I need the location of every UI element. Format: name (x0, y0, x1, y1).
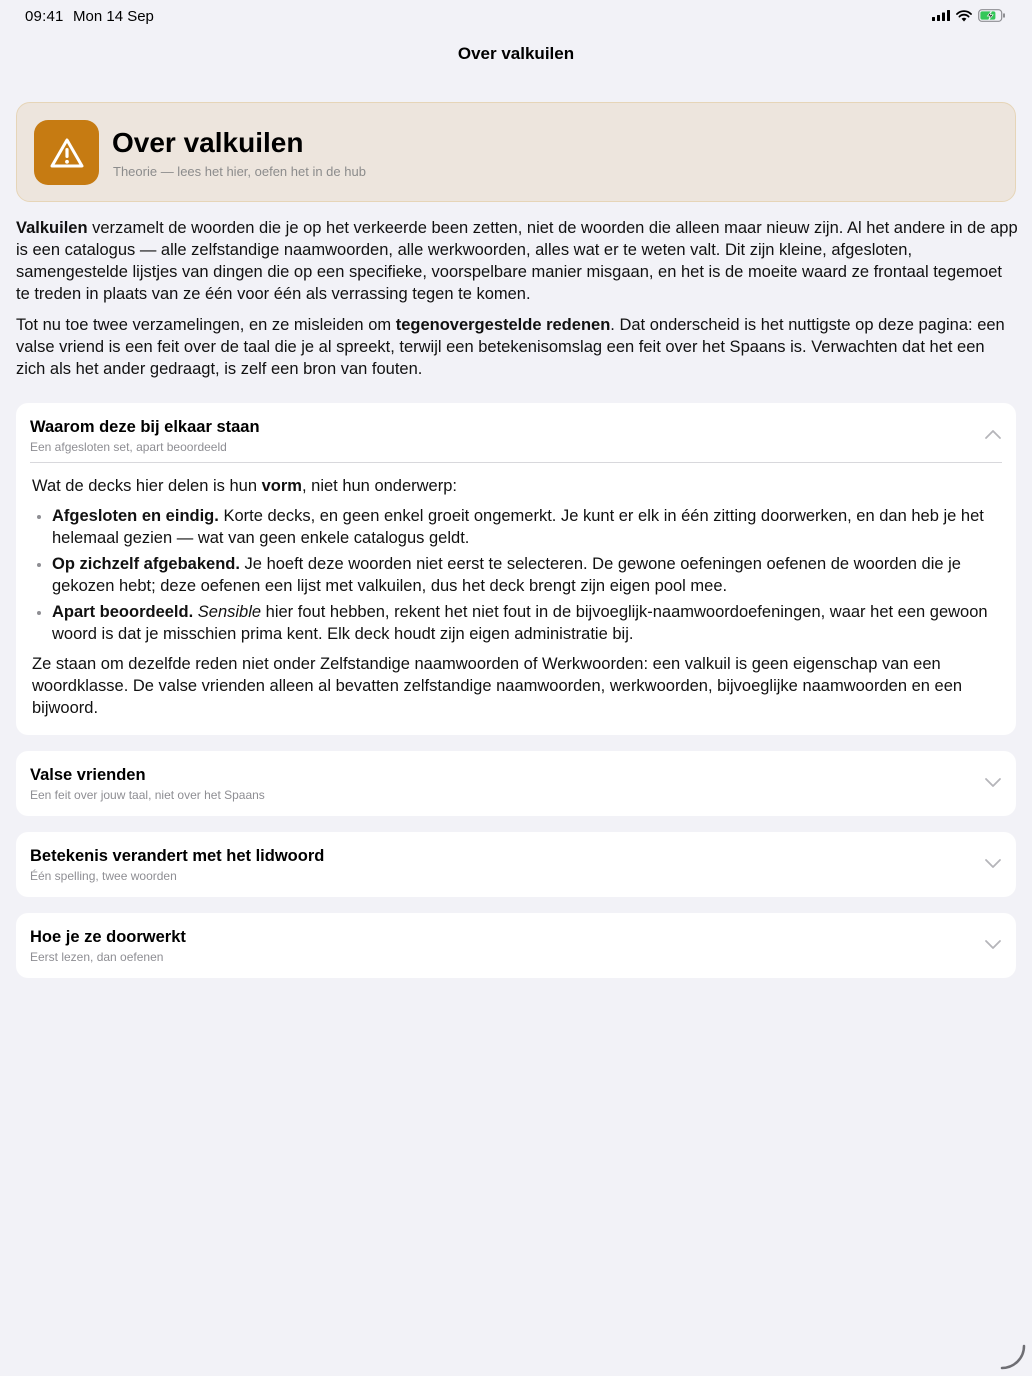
status-icons (932, 9, 1006, 22)
battery-charging-icon (978, 9, 1006, 22)
nav-title: Over valkuilen (457, 44, 575, 63)
section-body (32, 475, 1002, 727)
bullet-text: Korte decks, en geen enkel groeit ongemerkt. Je kunt er elk in één zitting doorwerken, en dan heb je het helemaal gezien — wat van geen enkele catalogus geldt. (52, 507, 984, 547)
intro-paragraph-1 (16, 217, 1018, 305)
cellular-signal-icon (932, 10, 950, 21)
intro-term: Valkuilen (16, 219, 88, 237)
intro-p2-bold: tegenovergestelde redenen (395, 316, 611, 334)
chevron-up-icon[interactable] (984, 429, 1002, 440)
bullet-item (32, 553, 1002, 597)
section-card-why-together (16, 403, 1016, 735)
section-subtitle: Een feit over jouw taal, niet over het Spaans (30, 788, 265, 802)
bullet-italic-word: Sensible (193, 603, 262, 621)
chevron-down-icon[interactable] (984, 939, 1002, 950)
intro-paragraph-2 (16, 314, 1018, 380)
section-title: Valse vrienden (30, 766, 146, 784)
hero-card (16, 102, 1016, 202)
bullet-term: Afgesloten en eindig. (52, 507, 219, 525)
status-bar (0, 0, 1032, 34)
bullet-text: Je hoeft deze woorden niet eerst te selecteren. De gewone oefeningen oefenen de woorden die je gekozen hebt; deze oefenen een lijst met valkuilen, dus het deck brengt zijn eigen pool mee. (52, 555, 961, 595)
hero-title: Over valkuilen (112, 127, 304, 158)
intro-p1-text: verzamelt de woorden die je op het verkeerde been zetten, niet de woorden die alleen maar nieuw zijn. Al het andere in de app is een catalogus — alle zelfstandige naamwoorden, alle werkwoorden, alles wat er te weten valt. Dit zijn kleine, afgesloten, samengestelde lijstjes van dingen die op een specifieke, voorspelbare manier misgaan, en het is de moeite waard ze frontaal tegemoet te treden in plaats van ze één voor één als verrassing tegen te komen. (16, 219, 1018, 303)
lead-start: Wat de decks hier delen is hun (32, 477, 262, 495)
intro-p2-rest: . Dat onderscheid is het nuttigste op deze pagina: een valse vriend is een feit over de taal die je al spreekt, terwijl een betekenisomslag een feit over het Spaans is. Verwachten dat het een zich als het ander gedraagt, is zelf een bron van fouten. (16, 316, 1005, 378)
wifi-icon (956, 10, 972, 22)
chevron-down-icon[interactable] (984, 858, 1002, 869)
section-card-article-meaning[interactable] (16, 832, 1016, 897)
bullet-term: Apart beoordeeld. (52, 603, 194, 621)
lead-rest: , niet hun onderwerp: (301, 477, 457, 495)
bullet-term: Op zichzelf afgebakend. (52, 555, 240, 573)
hero-icon-badge (34, 120, 99, 185)
section-subtitle: Een afgesloten set, apart beoordeeld (30, 440, 227, 454)
section-divider (30, 462, 1002, 463)
chevron-down-icon[interactable] (984, 777, 1002, 788)
lead-bold: vorm (261, 477, 302, 495)
intro-p2-start: Tot nu toe twee verzamelingen, en ze misleiden om (16, 316, 396, 334)
status-time: 09:41 (25, 8, 64, 25)
status-date: Mon 14 Sep (73, 8, 154, 25)
section-subtitle: Één spelling, twee woorden (30, 869, 177, 883)
section-subtitle: Eerst lezen, dan oefenen (30, 950, 164, 964)
section-closing: Ze staan om dezelfde reden niet onder Zelfstandige naamwoorden of Werkwoorden: een valkuil is geen eigenschap van een woordklasse. De valse vrienden alleen al bevatten zelfstandige naamwoorden, werkwoorden, bijvoeglijke naamwoorden en een bijwoord. (32, 655, 963, 717)
section-title[interactable]: Waarom deze bij elkaar staan (30, 418, 260, 436)
warning-triangle-icon (49, 137, 85, 169)
section-card-how-to-work[interactable] (16, 913, 1016, 978)
section-title: Hoe je ze doorwerkt (30, 928, 186, 946)
bullet-item (32, 601, 1002, 645)
section-title: Betekenis verandert met het lidwoord (30, 847, 325, 865)
bullet-text: hier fout hebben, rekent het niet fout in de bijvoeglijk-naamwoordoefeningen, waar het een gewoon woord is dat je misschien prima kent. Elk deck houdt zijn eigen administratie bij. (52, 603, 988, 643)
bullet-item (32, 505, 1002, 549)
window-resize-handle-icon[interactable] (1000, 1344, 1028, 1372)
section-bullet-list (32, 505, 1002, 645)
section-lead (32, 475, 1002, 497)
section-card-false-friends[interactable] (16, 751, 1016, 816)
hero-subtitle: Theorie — lees het hier, oefen het in de hub (113, 164, 366, 179)
